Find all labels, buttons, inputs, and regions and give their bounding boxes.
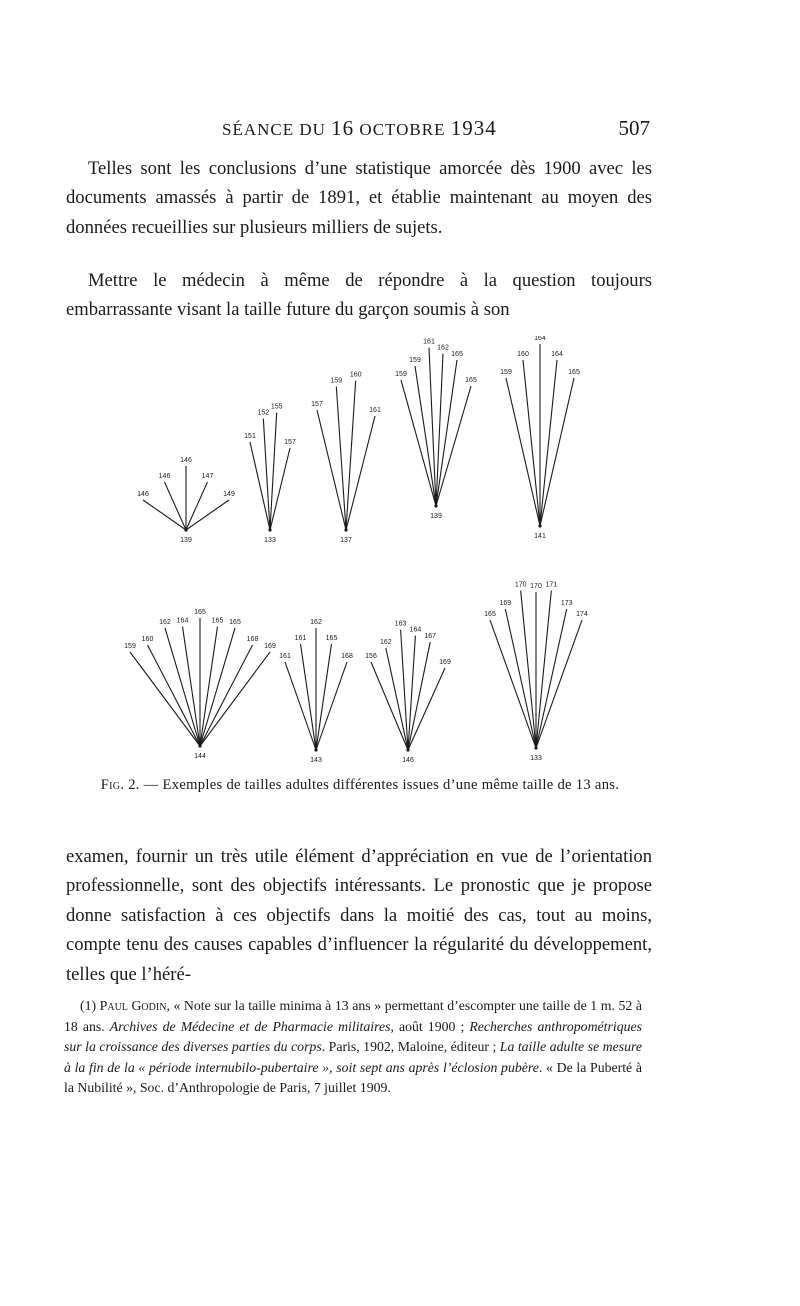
fan-8-adult-height-label: 169 [439,659,451,666]
fan-9-adult-height-label: 170 [514,581,527,589]
fan-6-adult-height-label: 159 [124,643,136,650]
fan-9-ray-7 [536,620,582,748]
fan-diagram-8 [365,621,451,764]
fan-7-adult-height-label: 161 [279,653,291,660]
fan-diagram-7 [279,619,353,764]
fan-7-adult-height-label: 168 [341,653,353,660]
fan-8-adult-height-label: 162 [379,639,392,647]
fan-7-base-label: 143 [310,757,322,764]
fan-diagram-3 [311,372,381,544]
fan-diagram-2 [244,404,296,544]
fan-3-adult-height-label: 157 [311,401,323,408]
fan-6-adult-height-label: 165 [194,609,206,616]
fan-9-ray-5 [536,591,551,748]
fan-4-adult-height-label: 162 [437,344,449,352]
figure-caption [78,776,642,795]
fan-8-ray-1 [371,662,408,750]
fan-5-ray-2 [523,360,540,526]
fan-6-ray-3 [165,628,200,746]
fan-6-adult-height-label: 164 [176,617,189,625]
fan-7-ray-4 [316,644,332,750]
fan-9-adult-height-label: 165 [484,611,496,618]
fan-diagram-1 [137,457,235,544]
fan-7-ray-1 [285,662,316,750]
fan-2-adult-height-label: 155 [270,403,283,411]
figure-2-fan-diagrams [120,336,620,768]
footnote-author: Paul Godin [99,998,167,1013]
footnote-text-1: , « Note sur la taille minima à 13 ans » permettant d’escompter une taille de 1 m. 52 à 18 ans. [64,998,642,1034]
fan-5-base-label: 141 [534,533,546,540]
fan-diagram-5 [500,336,580,540]
fan-6-ray-1 [130,652,200,746]
paragraph-1: Telles sont les conclusions d’une statistique amorcée dès 1900 avec les documents amassés à partir de 1891, et établie maintenant au moyen des données recueillies sur plusieurs milliers de sujets. [66,158,652,238]
fan-diagram-6 [124,609,276,760]
fan-6-adult-height-label: 169 [264,643,276,650]
fan-5-origin-point [538,524,541,527]
fan-6-adult-height-label: 162 [159,618,171,626]
fan-4-adult-height-label: 159 [395,371,407,378]
fan-9-origin-point [534,746,537,749]
fan-3-adult-height-label: 161 [369,407,381,414]
fan-9-adult-height-label: 171 [545,581,558,589]
header-month: OCTOBRE [354,120,451,139]
fan-6-ray-7 [200,628,235,746]
header-year: 1934 [450,116,497,140]
fan-5-adult-height-label: 164 [551,350,563,358]
footnote-journal: Archives de Médecine et de Pharmacie militaires [109,1018,391,1034]
footnote-text-2: , août 1900 ; [390,1018,470,1034]
fan-2-ray-3 [270,413,277,530]
fan-3-base-label: 137 [340,537,352,544]
fan-5-adult-height-label: 164 [534,336,546,342]
fan-5-ray-5 [540,378,574,526]
fan-1-adult-height-label: 146 [180,457,192,464]
fan-8-adult-height-label: 167 [424,633,437,641]
fan-6-adult-height-label: 160 [141,635,154,643]
footnote [64,996,642,1099]
header-day: 16 [331,116,355,140]
fan-6-ray-9 [200,652,270,746]
fan-8-base-label: 146 [402,757,414,764]
fan-1-adult-height-label: 146 [158,472,171,480]
fan-9-adult-height-label: 170 [530,583,542,590]
fan-2-adult-height-label: 152 [257,409,270,417]
fan-2-ray-4 [270,448,290,530]
fan-2-origin-point [268,528,271,531]
fan-9-adult-height-label: 174 [576,611,588,618]
fan-6-adult-height-label: 165 [211,617,224,625]
fan-5-adult-height-label: 159 [500,369,512,376]
header-prefix: SÉANCE DU [222,120,332,139]
fan-6-base-label: 144 [194,753,206,760]
fan-1-adult-height-label: 149 [223,491,235,498]
fan-6-adult-height-label: 168 [246,635,259,643]
fan-3-adult-height-label: 160 [349,371,362,379]
fan-7-adult-height-label: 162 [310,619,322,626]
fan-8-adult-height-label: 164 [409,626,422,634]
fan-9-base-label: 133 [530,755,542,762]
fan-7-ray-5 [316,662,347,750]
fan-8-adult-height-label: 156 [365,653,377,660]
footnote-text-4: . « De la Puberté à la Nubilité », Soc. d’Anthropologie de Paris, 7 juillet 1909. [64,1059,642,1096]
fan-4-base-label: 139 [430,513,442,520]
fan-4-origin-point [434,504,437,507]
fan-2-base-label: 133 [264,537,276,544]
fan-7-origin-point [314,748,317,751]
footnote-quote: La taille adulte se mesure à la fin de la « période internubilo-pubertaire », soit sept ans après l’éclosion pubère [64,1039,642,1075]
fan-4-adult-height-label: 159 [409,357,421,365]
fan-4-ray-6 [436,386,471,506]
fan-8-adult-height-label: 163 [394,620,407,628]
footnote-text-3: . Paris, 1902, Maloine, éditeur ; [321,1039,500,1055]
caption-label: Fig. 2. [100,777,140,793]
fan-3-origin-point [344,528,347,531]
footnote-marker: (1) [80,998,100,1013]
fan-9-adult-height-label: 169 [499,600,512,607]
fan-9-adult-height-label: 173 [560,600,573,607]
fan-9-ray-2 [505,609,536,748]
fan-4-adult-height-label: 165 [465,377,477,384]
fan-8-ray-6 [408,668,445,750]
fan-7-adult-height-label: 161 [294,634,307,642]
fan-5-ray-4 [540,360,557,526]
fan-1-origin-point [184,528,187,531]
fan-7-ray-2 [301,644,317,750]
fan-4-adult-height-label: 165 [451,351,463,359]
paragraph-3: examen, fournir un très utile élément d’appréciation en vue de l’orientation professionnelle, sont des objectifs intéressants. Le pronostic que je propose donne satisfaction à ces objectifs dans la moitié des cas, tout au moins, compte tenu des causes capables d’influencer la régularité du développement, telles que l’héré- [66,846,652,985]
fan-diagram-9 [484,582,588,762]
fan-4-adult-height-label: 161 [423,338,435,346]
fan-6-adult-height-label: 165 [229,618,241,626]
fan-3-ray-3 [346,381,356,530]
fan-8-origin-point [406,748,409,751]
fan-2-adult-height-label: 151 [244,433,256,440]
fan-2-adult-height-label: 157 [284,439,296,446]
fan-diagram-4 [395,339,477,520]
page-number: 507 [618,116,650,140]
caption-text: — Exemples de tailles adultes différentes issues d’une même taille de 13 ans. [139,777,620,793]
fan-5-adult-height-label: 165 [568,369,580,376]
fan-9-ray-3 [521,591,536,748]
running-title [222,116,497,141]
fan-5-adult-height-label: 160 [517,350,529,358]
fan-1-base-label: 139 [180,537,192,544]
fan-9-ray-6 [536,609,567,748]
fan-9-ray-1 [490,620,536,748]
fan-3-adult-height-label: 159 [330,377,343,385]
fan-7-adult-height-label: 165 [325,634,338,642]
fan-3-ray-4 [346,416,375,530]
footnote-book-title: Recherches anthropométriques sur la croissance des diverses parties du corps [64,1018,642,1055]
running-header [62,116,650,146]
paragraph-2: Mettre le médecin à même de répondre à la question toujours embarrassante visant la taille future du garçon soumis à son [66,270,652,321]
fan-5-ray-1 [506,378,540,526]
fan-1-adult-height-label: 146 [137,491,149,498]
fan-1-adult-height-label: 147 [201,472,214,480]
fan-6-origin-point [198,744,201,747]
